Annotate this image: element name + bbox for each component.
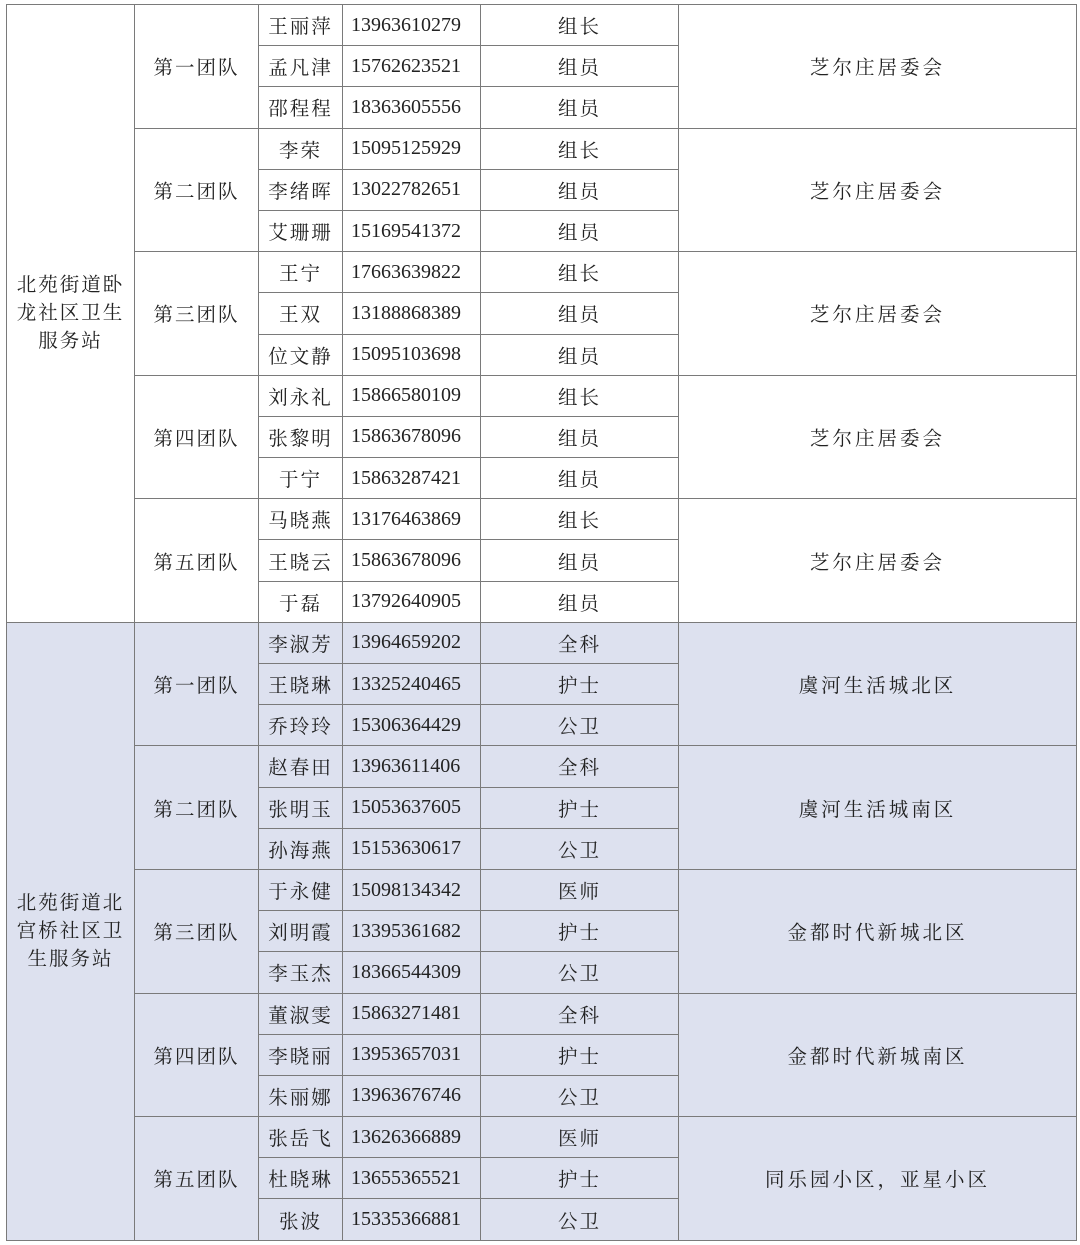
member-phone-cell: 13626366889 <box>343 1117 481 1158</box>
member-role-cell: 组员 <box>481 169 679 210</box>
table-row <box>7 1117 1077 1158</box>
member-phone-cell: 13176463869 <box>343 499 481 540</box>
member-phone-cell: 13953657031 <box>343 1034 481 1075</box>
member-role-cell: 组员 <box>481 581 679 622</box>
team-name-cell: 第三团队 <box>135 869 259 993</box>
service-area-cell: 芝尔庄居委会 <box>679 499 1077 623</box>
member-phone-cell: 15053637605 <box>343 787 481 828</box>
member-name-cell: 艾珊珊 <box>259 210 343 251</box>
member-name-cell: 于永健 <box>259 869 343 910</box>
member-role-cell: 组员 <box>481 334 679 375</box>
member-role-cell: 组员 <box>481 458 679 499</box>
team-name-cell: 第四团队 <box>135 993 259 1117</box>
member-name-cell: 李荣 <box>259 128 343 169</box>
member-role-cell: 组员 <box>481 46 679 87</box>
member-phone-cell: 13963611406 <box>343 746 481 787</box>
table-row <box>7 746 1077 787</box>
member-name-cell: 朱丽娜 <box>259 1075 343 1116</box>
member-phone-cell: 15335366881 <box>343 1199 481 1240</box>
member-name-cell: 孟凡津 <box>259 46 343 87</box>
member-phone-cell: 13963676746 <box>343 1075 481 1116</box>
member-role-cell: 组员 <box>481 210 679 251</box>
member-phone-cell: 15095125929 <box>343 128 481 169</box>
member-name-cell: 李晓丽 <box>259 1034 343 1075</box>
service-area-cell: 同乐园小区，亚星小区 <box>679 1117 1077 1241</box>
member-role-cell: 护士 <box>481 1158 679 1199</box>
table-row <box>7 5 1077 46</box>
service-area-cell: 芝尔庄居委会 <box>679 5 1077 129</box>
member-phone-cell: 15095103698 <box>343 334 481 375</box>
member-role-cell: 医师 <box>481 869 679 910</box>
member-name-cell: 王晓琳 <box>259 664 343 705</box>
station-name-cell: 北苑街道北宫桥社区卫生服务站 <box>7 622 135 1240</box>
member-name-cell: 王晓云 <box>259 540 343 581</box>
member-name-cell: 张波 <box>259 1199 343 1240</box>
member-phone-cell: 18363605556 <box>343 87 481 128</box>
member-phone-cell: 15169541372 <box>343 210 481 251</box>
service-area-cell: 虞河生活城南区 <box>679 746 1077 870</box>
member-name-cell: 李绪晖 <box>259 169 343 210</box>
member-role-cell: 组长 <box>481 128 679 169</box>
table-row <box>7 622 1077 663</box>
team-name-cell: 第一团队 <box>135 5 259 129</box>
member-role-cell: 护士 <box>481 664 679 705</box>
table-row <box>7 869 1077 910</box>
member-name-cell: 位文静 <box>259 334 343 375</box>
station-name-cell: 北苑街道卧龙社区卫生服务站 <box>7 5 135 623</box>
member-phone-cell: 15762623521 <box>343 46 481 87</box>
member-name-cell: 乔玲玲 <box>259 705 343 746</box>
member-phone-cell: 15153630617 <box>343 828 481 869</box>
member-phone-cell: 13792640905 <box>343 581 481 622</box>
member-role-cell: 组员 <box>481 416 679 457</box>
member-role-cell: 护士 <box>481 1034 679 1075</box>
member-role-cell: 组长 <box>481 252 679 293</box>
member-name-cell: 孙海燕 <box>259 828 343 869</box>
member-role-cell: 护士 <box>481 787 679 828</box>
member-name-cell: 刘永礼 <box>259 375 343 416</box>
team-name-cell: 第四团队 <box>135 375 259 499</box>
team-name-cell: 第三团队 <box>135 252 259 376</box>
member-role-cell: 全科 <box>481 746 679 787</box>
member-phone-cell: 18366544309 <box>343 952 481 993</box>
member-phone-cell: 15866580109 <box>343 375 481 416</box>
member-phone-cell: 13964659202 <box>343 622 481 663</box>
member-name-cell: 王双 <box>259 293 343 334</box>
member-name-cell: 于宁 <box>259 458 343 499</box>
service-area-cell: 芝尔庄居委会 <box>679 252 1077 376</box>
member-name-cell: 王丽萍 <box>259 5 343 46</box>
member-phone-cell: 13022782651 <box>343 169 481 210</box>
member-role-cell: 组员 <box>481 87 679 128</box>
member-phone-cell: 15863678096 <box>343 416 481 457</box>
member-name-cell: 张岳飞 <box>259 1117 343 1158</box>
member-name-cell: 邵程程 <box>259 87 343 128</box>
member-name-cell: 李玉杰 <box>259 952 343 993</box>
team-name-cell: 第一团队 <box>135 622 259 746</box>
service-area-cell: 芝尔庄居委会 <box>679 128 1077 252</box>
table-row <box>7 993 1077 1034</box>
member-role-cell: 护士 <box>481 911 679 952</box>
service-area-cell: 金都时代新城北区 <box>679 869 1077 993</box>
member-role-cell: 医师 <box>481 1117 679 1158</box>
member-phone-cell: 13963610279 <box>343 5 481 46</box>
table-row <box>7 499 1077 540</box>
team-roster-table <box>6 4 1077 1241</box>
station-section <box>7 5 1077 623</box>
member-name-cell: 于磊 <box>259 581 343 622</box>
member-name-cell: 李淑芳 <box>259 622 343 663</box>
member-role-cell: 公卫 <box>481 1075 679 1116</box>
member-role-cell: 全科 <box>481 993 679 1034</box>
station-section <box>7 622 1077 1240</box>
member-role-cell: 公卫 <box>481 705 679 746</box>
table-row <box>7 252 1077 293</box>
member-phone-cell: 13325240465 <box>343 664 481 705</box>
team-name-cell: 第五团队 <box>135 1117 259 1241</box>
member-role-cell: 全科 <box>481 622 679 663</box>
member-name-cell: 赵春田 <box>259 746 343 787</box>
member-phone-cell: 15863678096 <box>343 540 481 581</box>
member-phone-cell: 17663639822 <box>343 252 481 293</box>
member-role-cell: 公卫 <box>481 1199 679 1240</box>
table-row <box>7 128 1077 169</box>
member-role-cell: 公卫 <box>481 952 679 993</box>
member-phone-cell: 15863271481 <box>343 993 481 1034</box>
member-role-cell: 公卫 <box>481 828 679 869</box>
member-name-cell: 杜晓琳 <box>259 1158 343 1199</box>
member-name-cell: 张黎明 <box>259 416 343 457</box>
member-phone-cell: 15863287421 <box>343 458 481 499</box>
team-name-cell: 第二团队 <box>135 128 259 252</box>
table-row <box>7 375 1077 416</box>
service-area-cell: 虞河生活城北区 <box>679 622 1077 746</box>
service-area-cell: 金都时代新城南区 <box>679 993 1077 1117</box>
member-name-cell: 王宁 <box>259 252 343 293</box>
member-name-cell: 刘明霞 <box>259 911 343 952</box>
member-phone-cell: 13395361682 <box>343 911 481 952</box>
member-phone-cell: 15306364429 <box>343 705 481 746</box>
member-phone-cell: 13655365521 <box>343 1158 481 1199</box>
member-name-cell: 董淑雯 <box>259 993 343 1034</box>
team-name-cell: 第二团队 <box>135 746 259 870</box>
member-role-cell: 组员 <box>481 293 679 334</box>
member-role-cell: 组长 <box>481 499 679 540</box>
member-role-cell: 组员 <box>481 540 679 581</box>
member-name-cell: 马晓燕 <box>259 499 343 540</box>
member-role-cell: 组长 <box>481 5 679 46</box>
member-name-cell: 张明玉 <box>259 787 343 828</box>
team-name-cell: 第五团队 <box>135 499 259 623</box>
member-role-cell: 组长 <box>481 375 679 416</box>
member-phone-cell: 15098134342 <box>343 869 481 910</box>
member-phone-cell: 13188868389 <box>343 293 481 334</box>
service-area-cell: 芝尔庄居委会 <box>679 375 1077 499</box>
